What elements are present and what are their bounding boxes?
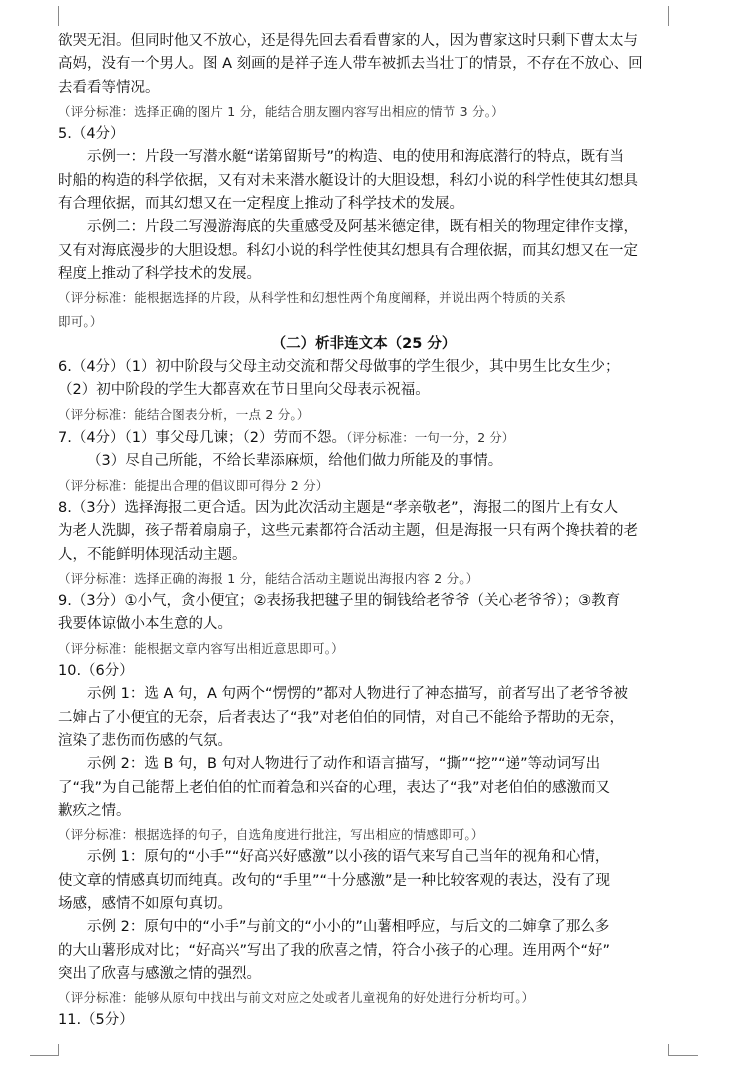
text-line: 场感，感情不如原句真切。 [58,895,232,912]
text-line: 6.（4分）（1）初中阶段与父母主动交流和帮父母做事的学生很少，其中男生比女生少； [58,359,620,376]
inline-scoring-criteria: （评分标准：一句一分，2 分） [346,430,515,446]
scoring-criteria: （评分标准：选择正确的海报 1 分，能结合活动主题说出海报内容 2 分。） [58,570,479,586]
text-line: 渲染了悲伤而伤感的气氛。 [58,732,232,749]
crop-mark-bottom-right-vertical [668,1044,669,1056]
text-line: 9.（3分）①小气，贪小便宜；②表扬我把毽子里的铜钱给老爷爷（关心老爷爷）；③教育 [58,593,621,610]
text-line: 二婶占了小便宜的无奈，后者表达了“我”对老伯伯的同情，对自己不能给予帮助的无奈， [58,709,625,726]
scoring-criteria: （评分标准：能根据文章内容写出相近意思即可。） [58,640,344,656]
crop-mark-top-right-vertical [668,6,669,26]
scoring-criteria: （评分标准：选择正确的图片 1 分，能结合朋友圈内容写出相应的情节 3 分。） [58,103,504,119]
text-line: 的大山薯形成对比；“好高兴”写出了我的欣喜之情，符合小孩子的心理。连用两个“好” [58,942,611,959]
text-line: 突出了欣喜与感激之情的强烈。 [58,965,261,982]
text-line: 又有对海底漫步的大胆设想。科幻小说的科学性使其幻想具有合理依据，而其幻想又在一定 [58,242,638,259]
text-line [58,426,670,450]
section-title: （二）析非连文本（25 分） [271,335,457,352]
scoring-criteria: （评分标准：能够从原句中找出与前文对应之处或者儿童视角的好处进行分析均可。） [58,990,535,1006]
text-line: 时船的构造的科学依据，又有对未来潜水艇设计的大胆设想，科幻小说的科学性使其幻想具 [58,172,638,189]
scoring-criteria: （评分标准：根据选择的句子，自选角度进行批注，写出相应的情感即可。） [58,827,484,843]
text-line: 我要体谅做小本生意的人。 [58,616,232,633]
question-number: 10.（6分） [58,663,134,680]
text-line: （2）初中阶段的学生大都喜欢在节日里向父母表示祝福。 [58,382,430,399]
text-line: 示例 1：原句的“小手”“好高兴好感激”以小孩的语气来写自己当年的视角和心情， [87,849,610,866]
scoring-criteria: 即可。） [58,313,103,329]
answer-text: 7.（4分）（1）事父母几谏；（2）劳而不怨。 [58,430,347,447]
text-line: 高妈，没有一个男人。图 A 刻画的是祥子连人带车被抓去当壮丁的情景，不存在不放心、回 [58,56,643,73]
question-number: 11.（5分） [58,1012,134,1029]
crop-mark-top-left-vertical [58,6,59,26]
text-line: 歉疚之情。 [58,802,131,819]
text-line: 欲哭无泪。但同时他又不放心，还是得先回去看看曹家的人，因为曹家这时只剩下曹太太与 [58,33,638,49]
crop-mark-bottom-left-vertical [58,1044,59,1056]
scoring-criteria: （评分标准：能根据选择的片段，从科学性和幻想性两个角度阐释，并说出两个特质的关系 [58,290,567,306]
crop-mark-bottom-left-horizontal [30,1055,58,1056]
text-line: 示例 1：选 A 句，A 句两个“愣愣的”都对人物进行了神态描写，前者写出了老爷爷被 [87,686,629,703]
text-line: 有合理依据，而其幻想又在一定程度上推动了科学技术的发展。 [58,196,464,213]
scoring-criteria: （评分标准：能提出合理的倡议即可得分 2 分） [58,477,329,493]
text-line: 示例 2：选 B 句，B 句对人物进行了动作和语言描写，“撕”“挖”“递”等动词写出 [87,756,601,773]
text-line: 示例二：片段二写漫游海底的失重感受及阿基米德定律，既有相关的物理定律作支撑， [87,219,638,236]
text-line: 示例一：片段一写潜水艇“诺第留斯号”的构造、电的使用和海底潜行的特点，既有当 [87,149,625,166]
text-line: 使文章的情感真切而纯真。改句的“手里”“十分感激”是一种比较客观的表达，没有了现 [58,872,611,889]
text-line: 8.（3分）选择海报二更合适。因为此次活动主题是“孝亲敬老”，海报二的图片上有女人 [58,499,619,516]
text-line: 为老人洗脚，孩子帮着扇扇子，这些元素都符合活动主题，但是海报一只有两个搀扶着的老 [58,523,638,540]
scoring-criteria: （评分标准：能结合图表分析，一点 2 分。） [58,406,310,422]
text-line: 人，不能鲜明体现活动主题。 [58,546,247,563]
text-line: 了“我”为自己能帮上老伯伯的忙而着急和兴奋的心理，表达了“我”对老伯伯的感激而又 [58,779,611,796]
crop-mark-bottom-right-horizontal [668,1055,698,1056]
text-line: 去看看等情况。 [58,79,160,96]
text-line: 示例 2：原句中的“小手”与前文的“小小的”山薯相呼应，与后文的二婶拿了那么多 [87,919,610,936]
text-line: 程度上推动了科学技术的发展。 [58,265,261,282]
answer-key-content [58,30,670,1033]
text-line: （3）尽自己所能，不给长辈添麻烦，给他们做力所能及的事情。 [87,453,503,470]
question-number: 5.（4分） [58,126,125,143]
